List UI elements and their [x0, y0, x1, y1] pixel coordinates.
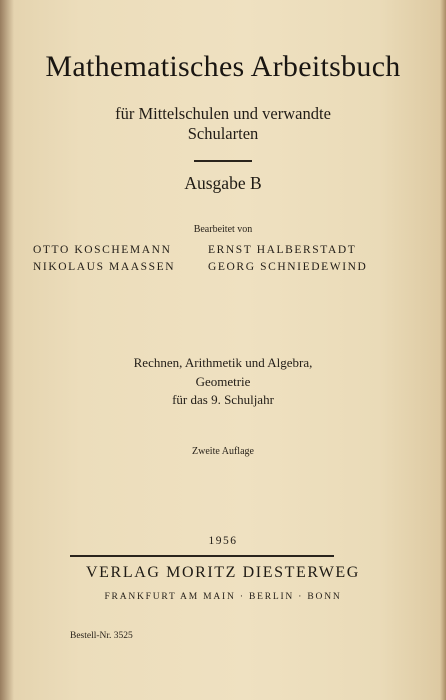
topics-block — [0, 354, 446, 410]
author-halberstadt: ERNST HALBERSTADT — [208, 244, 357, 256]
long-divider — [70, 555, 334, 557]
author-koschemann: OTTO KOSCHEMANN — [33, 244, 172, 256]
author-maassen: NIKOLAUS MAASSEN — [33, 261, 176, 273]
short-divider — [194, 160, 252, 162]
second-edition-label: Zweite Auflage — [192, 446, 254, 457]
publication-year: 1956 — [208, 535, 238, 547]
order-number: Bestell-Nr. 3525 — [70, 631, 133, 641]
topics-line-3: für das 9. Schuljahr — [172, 392, 274, 407]
author-schniedewind: GEORG SCHNIEDEWIND — [208, 261, 368, 273]
edited-by-label: Bearbeitet von — [193, 224, 253, 235]
subtitle-line-2: Schularten — [187, 124, 259, 143]
topics-line-1: Rechnen, Arithmetik und Algebra, — [133, 355, 313, 370]
subtitle-line-1: für Mittelschulen und verwandte — [115, 104, 331, 123]
edition-label: Ausgabe B — [184, 173, 262, 193]
publisher-name: VERLAG MORITZ DIESTERWEG — [86, 564, 360, 581]
book-title: Mathematisches Arbeitsbuch — [45, 50, 401, 83]
topics-line-2: Geometrie — [195, 373, 251, 389]
book-subtitle — [0, 104, 446, 144]
publisher-places: FRANKFURT AM MAIN · BERLIN · BONN — [104, 592, 342, 602]
